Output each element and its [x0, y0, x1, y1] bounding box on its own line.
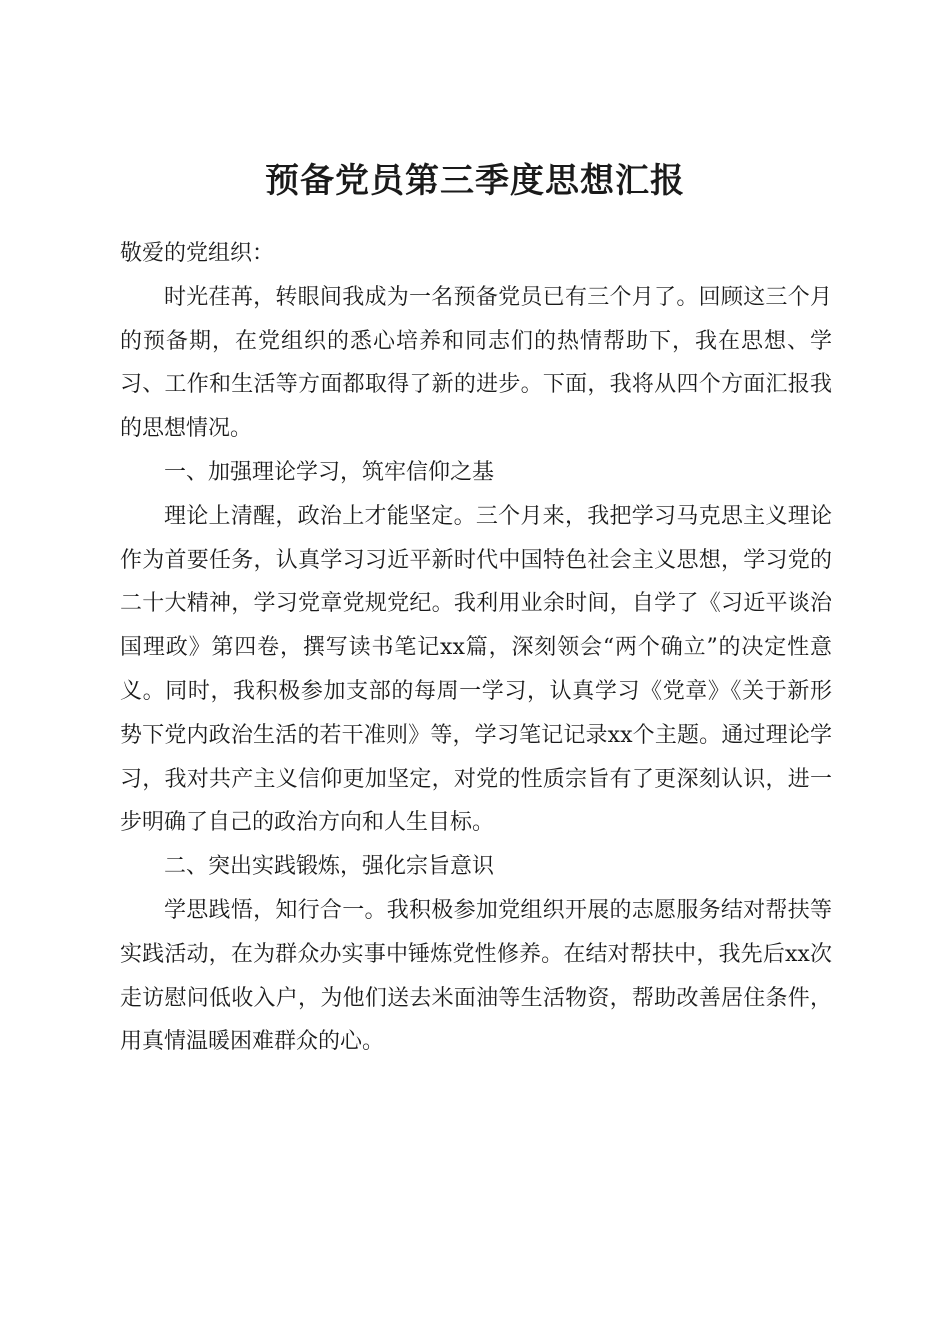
section-body-1: 理论上清醒，政治上才能坚定。三个月来，我把学习马克思主义理论作为首要任务，认真学习习近平新时代中国特色社会主义思想，学习党的二十大精神，学习党章党规党纪。我利用业余时间，自学了《习近平谈治国理政》第四卷，撰写读书笔记xx篇，深刻领会“两个确立”的决定性意义。同时，我积极参加支部的每周一学习，认真学习《党章》《关于新形势下党内政治生活的若干准则》等，学习笔记记录xx个主题。通过理论学习，我对共产主义信仰更加坚定，对党的性质宗旨有了更深刻认识，进一步明确了自己的政治方向和人生目标。	[120, 503, 832, 836]
section-body-2: 学思践悟，知行合一。我积极参加党组织开展的志愿服务结对帮扶等实践活动，在为群众办实事中锤炼党性修养。在结对帮扶中，我先后xx次走访慰问低收入户，为他们送去米面油等生活物资，帮助改善居住条件，用真情温暖困难群众的心。	[120, 897, 832, 1055]
salutation: 敬爱的党组织：	[120, 241, 275, 266]
document-title: 预备党员第三季度思想汇报	[265, 160, 685, 201]
section-heading-1: 一、加强理论学习，筑牢信仰之基	[164, 459, 495, 485]
intro-paragraph: 时光荏苒，转眼间我成为一名预备党员已有三个月了。回顾这三个月的预备期，在党组织的悉心培养和同志们的热情帮助下，我在思想、学习、工作和生活等方面都取得了新的进步。下面，我将从四个方面汇报我的思想情况。	[120, 284, 832, 442]
section-heading-2: 二、突出实践锻炼，强化宗旨意识	[164, 854, 495, 880]
document-body	[120, 232, 832, 1064]
